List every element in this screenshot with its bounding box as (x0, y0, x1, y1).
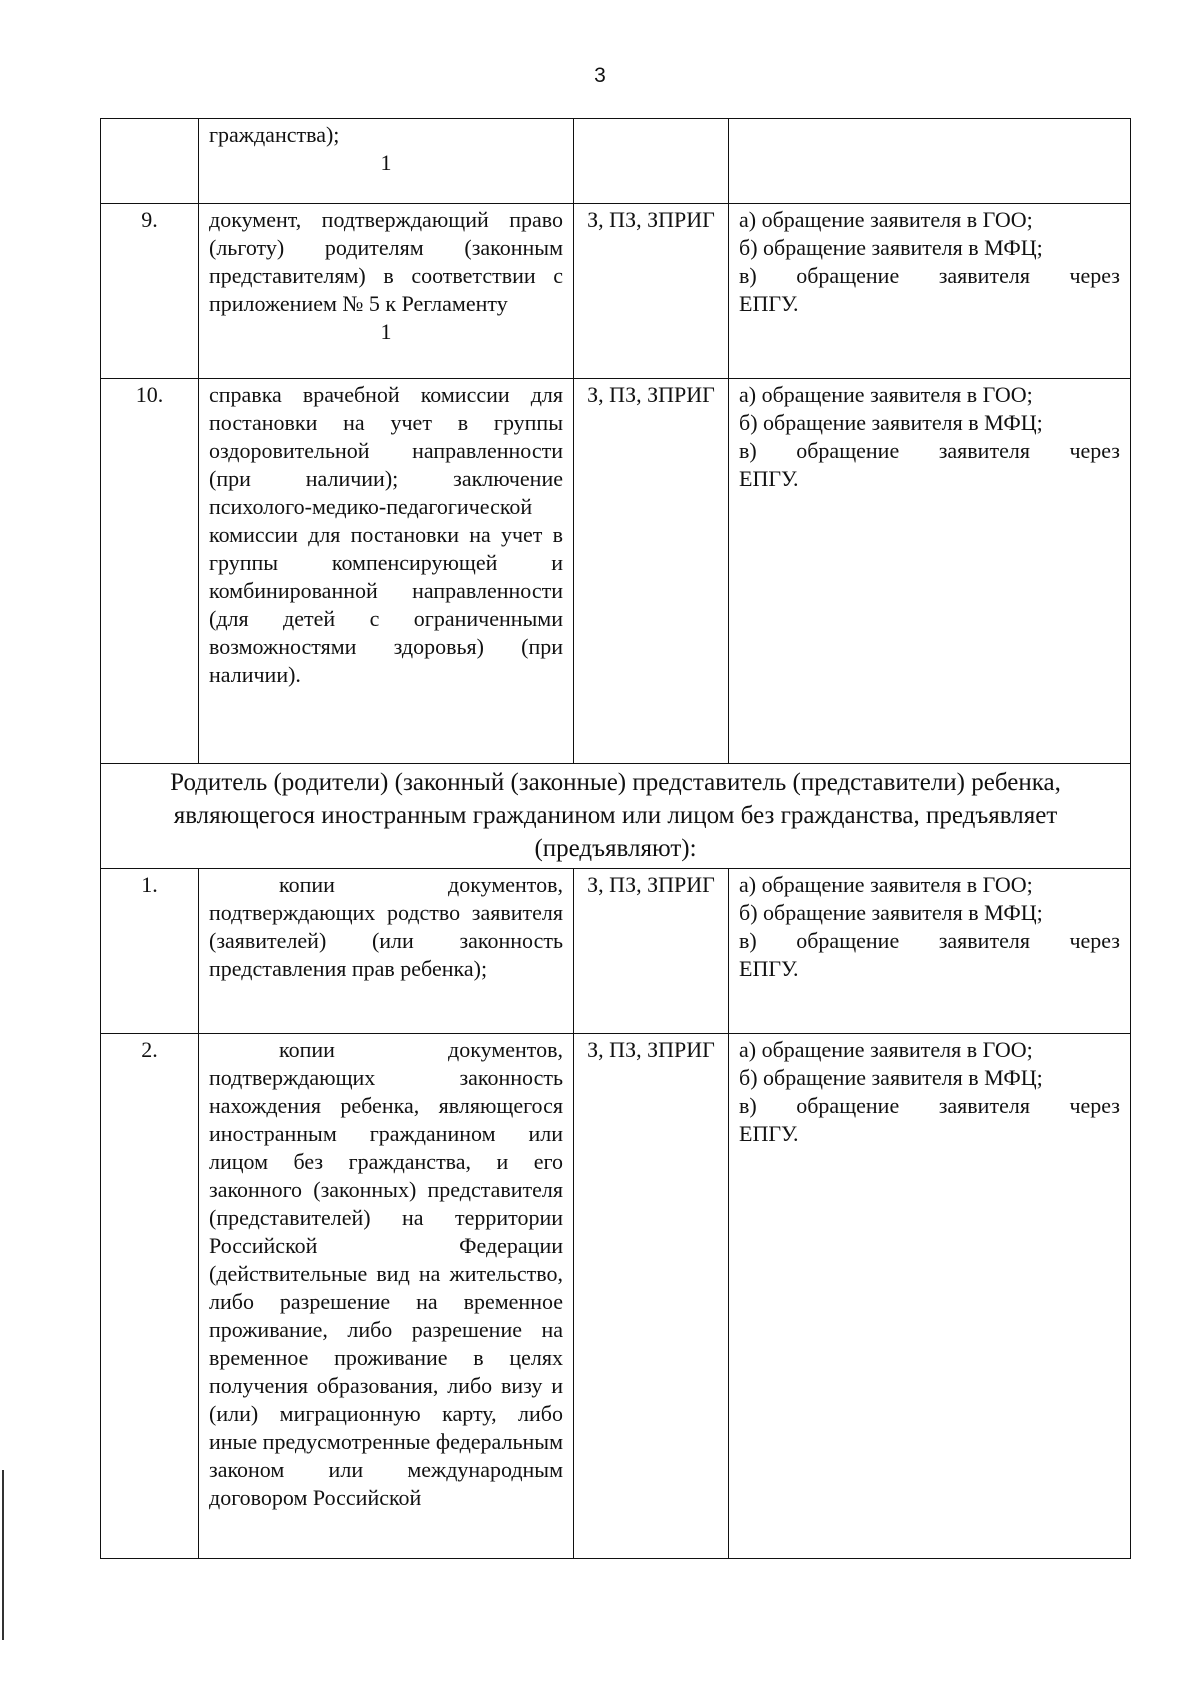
page-number: 3 (594, 64, 606, 87)
method-line: в) обращение заявителя через (739, 928, 1120, 953)
document-text: копии документов, подтверждающих законность нахождения ребенка, являющегося иностранным гражданином или лицом без гражданства, и его законного (законных) представителя (представителей) на территории Российской Федерации (действительные вид на жительство, либо разрешение на временное проживание, либо разрешение на временное проживание в целях получения образования, либо визу и (или) миграционную карту, либо иные предусмотренные федеральным законом или международным договором Российской (209, 1037, 563, 1510)
document-name (199, 204, 574, 379)
documents-table (100, 118, 1131, 1559)
section-heading: Родитель (родители) (законный (законные) представитель (представители) ребенка, являющегося иностранным гражданином или лицом без гражданства, предъявляет (предъявляют): (101, 764, 1131, 869)
table-row (101, 119, 1131, 204)
scan-margin-line (2, 1470, 4, 1640)
method-line: б) обращение заявителя в МФЦ; (739, 235, 1043, 260)
document-text: документ, подтверждающий право (льготу) родителям (законным представителям) в соответствии с приложением № 5 к Регламенту (209, 207, 563, 316)
submission-methods (729, 1034, 1131, 1559)
applicant-category: З, ПЗ, ЗПРИГ (574, 869, 729, 1034)
method-line: а) обращение заявителя в ГОО; (739, 1037, 1033, 1062)
footnote-mark: 1 (380, 319, 392, 344)
footnote-mark: 1 (380, 150, 392, 175)
method-line: ЕПГУ. (739, 956, 799, 981)
method-line: а) обращение заявителя в ГОО; (739, 207, 1033, 232)
section-heading-row (101, 764, 1131, 869)
document-text: копии документов, подтверждающих родство заявителя (заявителей) (или законность представления прав ребенка); (209, 872, 563, 981)
applicant-category (574, 119, 729, 204)
document-name (199, 119, 574, 204)
document-name (199, 379, 574, 764)
submission-methods (729, 204, 1131, 379)
row-number: 2. (101, 1034, 199, 1559)
method-line: в) обращение заявителя через (739, 263, 1120, 288)
method-line: б) обращение заявителя в МФЦ; (739, 410, 1043, 435)
table-row (101, 204, 1131, 379)
method-line: в) обращение заявителя через (739, 438, 1120, 463)
table-row (101, 379, 1131, 764)
method-line: а) обращение заявителя в ГОО; (739, 872, 1033, 897)
applicant-category: З, ПЗ, ЗПРИГ (574, 1034, 729, 1559)
row-number: 10. (101, 379, 199, 764)
row-number: 9. (101, 204, 199, 379)
document-text: гражданства); (209, 122, 340, 147)
row-number (101, 119, 199, 204)
document-name (199, 1034, 574, 1559)
table-row (101, 869, 1131, 1034)
table-row (101, 1034, 1131, 1559)
method-line: ЕПГУ. (739, 291, 799, 316)
method-line: ЕПГУ. (739, 466, 799, 491)
document-name (199, 869, 574, 1034)
method-line: б) обращение заявителя в МФЦ; (739, 1065, 1043, 1090)
method-line: в) обращение заявителя через (739, 1093, 1120, 1118)
submission-methods (729, 379, 1131, 764)
submission-methods (729, 869, 1131, 1034)
row-number: 1. (101, 869, 199, 1034)
method-line: б) обращение заявителя в МФЦ; (739, 900, 1043, 925)
submission-methods (729, 119, 1131, 204)
method-line: ЕПГУ. (739, 1121, 799, 1146)
method-line: а) обращение заявителя в ГОО; (739, 382, 1033, 407)
document-text: справка врачебной комиссии для постановки на учет в группы оздоровительной направленности (при наличии); заключение психолого-медико-педагогической комиссии для постановки на учет в группы компенсирующей и комбинированной направленности (для детей с ограниченными возможностями здоровья) (при наличии). (209, 382, 563, 687)
applicant-category: З, ПЗ, ЗПРИГ (574, 379, 729, 764)
applicant-category: З, ПЗ, ЗПРИГ (574, 204, 729, 379)
